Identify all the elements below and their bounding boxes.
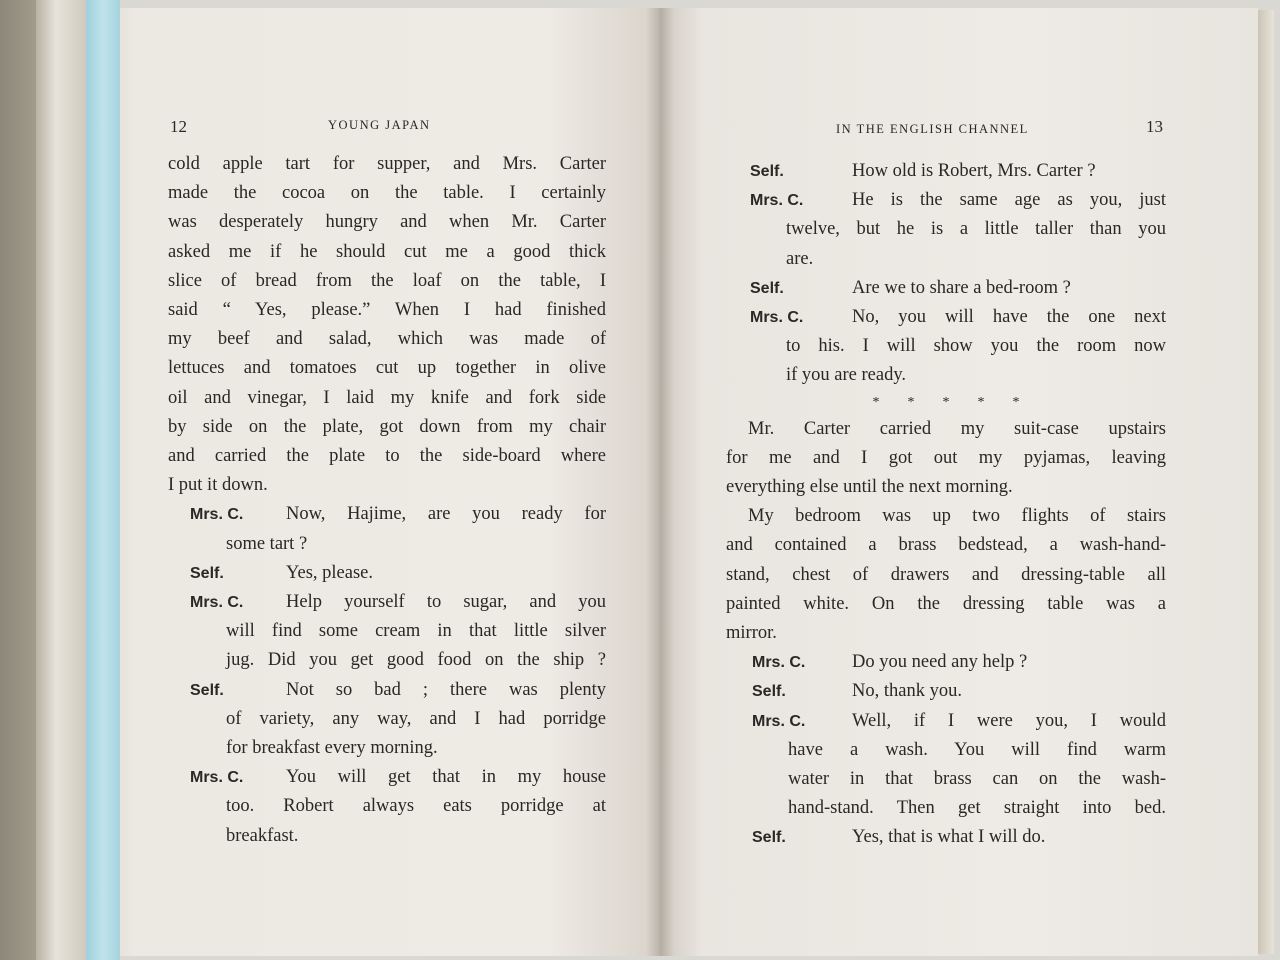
- speaker-label: Self.: [750, 163, 784, 180]
- text-line: painted white. On the dressing table was a: [726, 593, 1166, 614]
- page-block-edge: [1258, 10, 1274, 954]
- dialogue-line: have a wash. You will find warm: [788, 739, 1166, 760]
- dialogue-entry: [752, 823, 1166, 852]
- speaker-label: Mrs. C.: [752, 712, 806, 730]
- dialogue-line: if you are ready.: [786, 365, 907, 386]
- speaker-label: Self.: [190, 681, 224, 699]
- dialogue-line: hand-stand. Then get straight into bed.: [788, 798, 1166, 819]
- right-dialogue-bottom: [726, 648, 1166, 852]
- speaker-label: Mrs. C.: [190, 769, 244, 787]
- left-dialogue: [168, 500, 606, 850]
- dialogue-line: Are we to share a bed-room ?: [852, 277, 1071, 298]
- book-gutter: [646, 8, 674, 956]
- dialogue-line: Well, if I were you, I would: [852, 710, 1166, 731]
- speaker-label: Self.: [752, 683, 786, 701]
- paragraph: [726, 415, 1166, 444]
- dialogue-line: Help yourself to sugar, and you: [286, 592, 606, 613]
- bookmark-ribbon: [86, 0, 120, 960]
- dialogue-entry: [190, 559, 606, 588]
- text-line: and carried the plate to the side-board where: [168, 446, 606, 467]
- dialogue-entry: [190, 676, 606, 705]
- speaker-label: Self.: [190, 564, 224, 582]
- text-line: for me and I got out my pyjamas, leaving: [726, 447, 1166, 468]
- speaker-label: Mrs. C.: [190, 506, 244, 524]
- speaker-label: Mrs. C.: [750, 192, 804, 210]
- dialogue-line: of variety, any way, and I had porridge: [226, 708, 606, 729]
- dialogue-line: water in that brass can on the wash-: [788, 769, 1166, 790]
- text-line: by side on the plate, got down from my chair: [168, 416, 606, 437]
- dialogue-line: Do you need any help ?: [852, 652, 1028, 673]
- speaker-label: Mrs. C.: [190, 594, 244, 612]
- dialogue-entry: [750, 303, 1166, 332]
- dialogue-line: are.: [786, 248, 814, 269]
- text-line: lettuces and tomatoes cut up together in olive: [168, 358, 606, 379]
- dialogue-entry: [190, 588, 606, 617]
- dialogue-entry: [752, 648, 1166, 677]
- dialogue-entry: [190, 500, 606, 529]
- dialogue-entry: [750, 186, 1166, 215]
- dialogue-entry: [752, 677, 1166, 706]
- dialogue-line: some tart ?: [226, 533, 308, 554]
- left-page-number: 12: [170, 117, 187, 136]
- paragraph: [726, 502, 1166, 531]
- section-separator: * * * * *: [872, 394, 1020, 410]
- dialogue-entry: [750, 157, 1166, 186]
- text-line: I put it down.: [168, 475, 268, 496]
- text-line: Mr. Carter carried my suit-case upstairs: [748, 418, 1166, 439]
- dialogue-line: Yes, please.: [286, 562, 374, 583]
- dialogue-entry: [750, 274, 1166, 303]
- dialogue-entry: [190, 763, 606, 792]
- dialogue-line: No, you will have the one next: [852, 307, 1166, 328]
- cover-board-edge: [36, 0, 86, 960]
- text-line: cold apple tart for supper, and Mrs. Carter: [168, 154, 606, 174]
- dialogue-line: too. Robert always eats porridge at: [226, 796, 606, 817]
- left-paragraph: [168, 150, 606, 500]
- text-line: stand, chest of drawers and dressing-table all: [726, 564, 1166, 585]
- right-running-head: IN THE ENGLISH CHANNEL: [836, 122, 1029, 136]
- right-page-number: 13: [1146, 117, 1163, 136]
- dialogue-line: breakfast.: [226, 825, 299, 846]
- dialogue-line: You will get that in my house: [286, 767, 606, 788]
- dialogue-line: No, thank you.: [852, 681, 962, 702]
- text-line: my beef and salad, which was made of: [168, 329, 606, 350]
- dialogue-line: will find some cream in that little silver: [226, 621, 606, 642]
- dialogue-line: twelve, but he is a little taller than you: [786, 219, 1166, 240]
- text-line: asked me if he should cut me a good thick: [168, 241, 606, 262]
- speaker-label: Mrs. C.: [750, 309, 804, 327]
- dialogue-line: for breakfast every morning.: [226, 738, 438, 759]
- dialogue-line: Now, Hajime, are you ready for: [286, 504, 606, 525]
- dialogue-line: He is the same age as you, just: [852, 190, 1166, 211]
- dialogue-line: Yes, that is what I will do.: [852, 827, 1046, 848]
- speaker-label: Self.: [750, 279, 784, 297]
- text-line: oil and vinegar, I laid my knife and fork side: [168, 387, 606, 408]
- right-page-text: [726, 157, 1166, 853]
- text-line: My bedroom was up two flights of stairs: [748, 506, 1166, 527]
- dialogue-line: Not so bad ; there was plenty: [286, 679, 606, 700]
- right-dialogue-top: [726, 157, 1166, 391]
- text-line: was desperately hungry and when Mr. Carter: [168, 212, 606, 233]
- dialogue-line: How old is Robert, Mrs. Carter ?: [852, 161, 1096, 181]
- text-line: everything else until the next morning.: [726, 477, 1013, 498]
- text-line: said “ Yes, please.” When I had finished: [168, 300, 606, 321]
- speaker-label: Self.: [752, 829, 786, 847]
- speaker-label: Mrs. C.: [752, 654, 806, 672]
- dialogue-line: to his. I will show you the room now: [786, 336, 1166, 357]
- text-line: and contained a brass bedstead, a wash-hand-: [726, 535, 1166, 556]
- left-running-head: YOUNG JAPAN: [328, 118, 431, 132]
- dialogue-line: jug. Did you get good food on the ship ?: [226, 650, 606, 671]
- text-line: made the cocoa on the table. I certainly: [168, 183, 606, 204]
- left-page-text: [168, 150, 606, 851]
- text-line: slice of bread from the loaf on the table, I: [168, 270, 606, 291]
- text-line: mirror.: [726, 623, 777, 644]
- dialogue-entry: [752, 707, 1166, 736]
